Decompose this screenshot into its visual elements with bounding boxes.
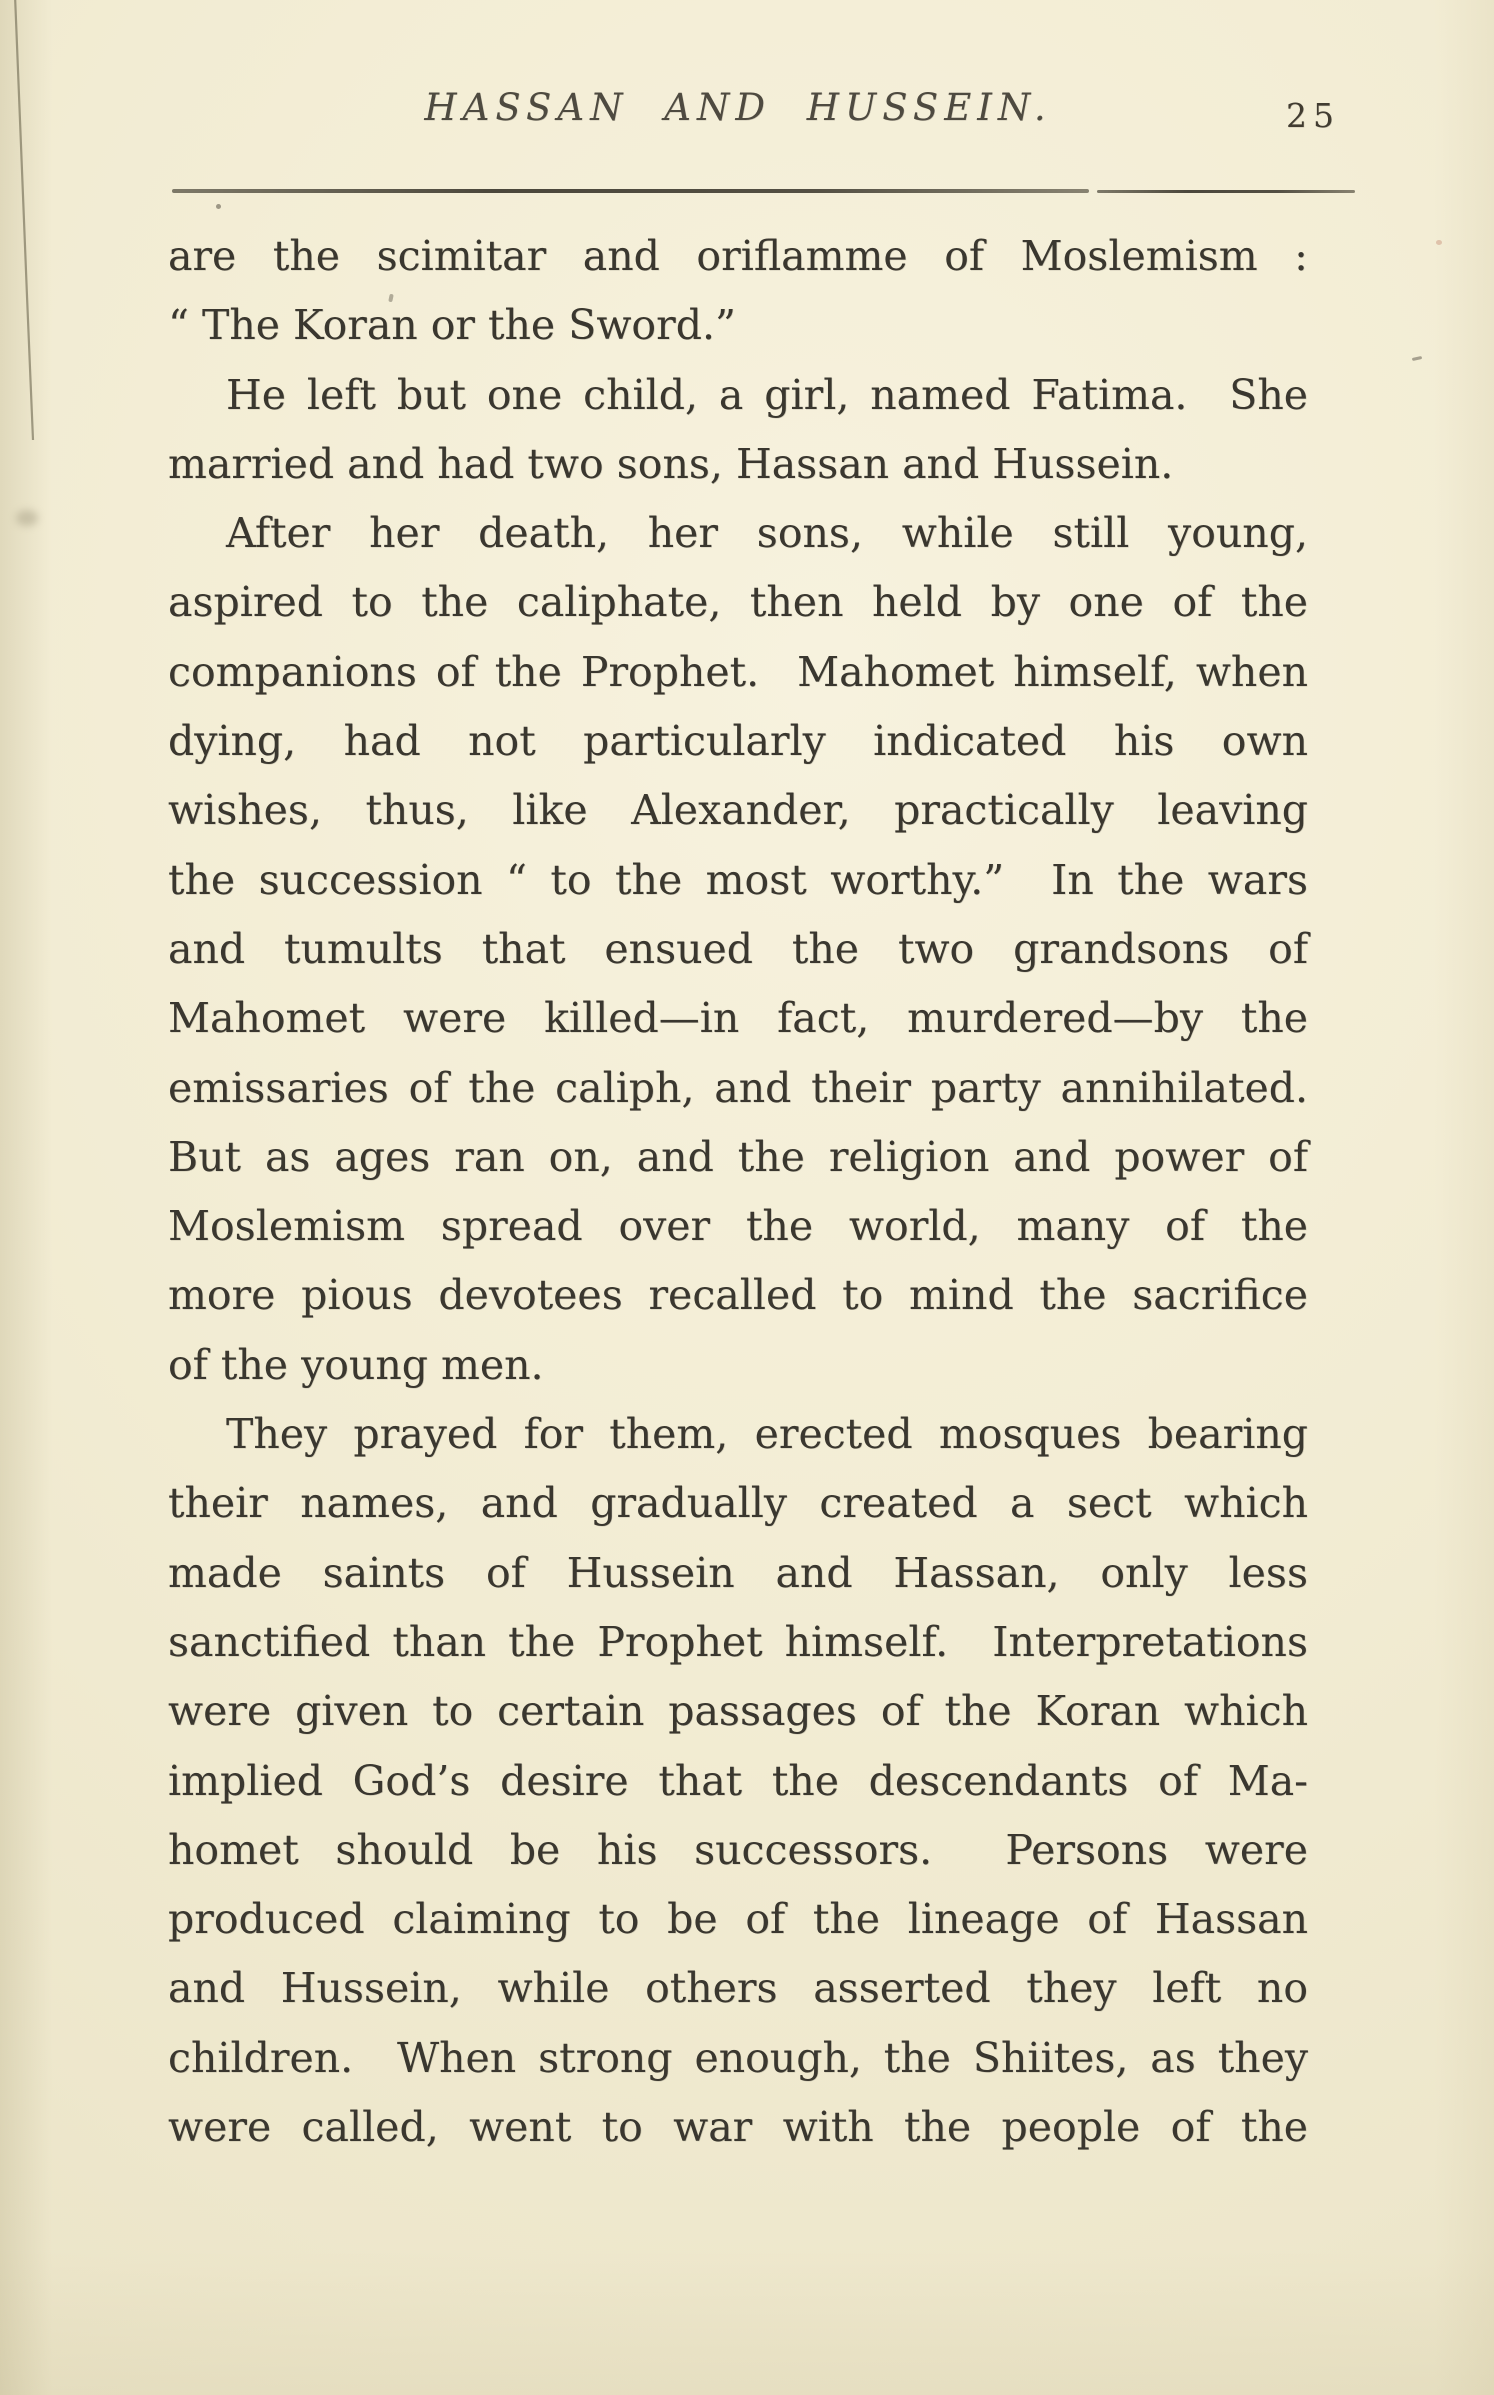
scan-speck xyxy=(1412,356,1422,361)
text-line: married and had two sons, Hassan and Hussein. xyxy=(168,439,1174,488)
text-line: made saints of Hussein and Hassan, only less xyxy=(168,1548,1308,1597)
header-rule-right xyxy=(1097,190,1355,193)
text-line: dying, had not particularly indicated his own xyxy=(168,717,1308,766)
text-line: wishes, thus, like Alexander, practically leaving xyxy=(168,786,1308,835)
text-line: were called, went to war with the people of the xyxy=(168,2103,1308,2152)
text-line: more pious devotees recalled to mind the sacrifice xyxy=(168,1271,1308,1320)
scan-speck xyxy=(216,204,221,209)
text-line: produced claiming to be of the lineage of Hassan xyxy=(168,1895,1308,1944)
body-text xyxy=(168,222,1308,2162)
page-number: 25 xyxy=(1286,96,1340,135)
text-line: Mahomet were killed—in fact, murdered—by the xyxy=(168,994,1308,1043)
text-line: They prayed for them, erected mosques bearing xyxy=(226,1410,1308,1459)
page-edge-line xyxy=(0,0,60,480)
text-line: and Hussein, while others asserted they left no xyxy=(168,1964,1308,2013)
text-line: companions of the Prophet. Mahomet himself, when xyxy=(168,647,1308,696)
text-line: emissaries of the caliph, and their party annihilated. xyxy=(168,1063,1308,1112)
text-line: But as ages ran on, and the religion and power of xyxy=(168,1132,1308,1181)
text-line: implied God’s desire that the descendants of Ma- xyxy=(168,1756,1308,1805)
text-line: and tumults that ensued the two grandsons of xyxy=(168,924,1308,973)
text-line: of the young men. xyxy=(168,1340,544,1389)
text-line: “ The Koran or the Sword.” xyxy=(168,301,736,350)
scan-speck xyxy=(1436,240,1442,245)
text-line: He left but one child, a girl, named Fatima. She xyxy=(226,370,1308,419)
text-line: are the scimitar and oriflamme of Moslemism : xyxy=(168,232,1308,280)
running-head-title: HASSAN AND HUSSEIN. xyxy=(424,86,1052,129)
text-line: aspired to the caliphate, then held by one of the xyxy=(168,578,1308,627)
text-line: Moslemism spread over the world, many of the xyxy=(168,1202,1308,1251)
text-line: children. When strong enough, the Shiites, as they xyxy=(168,2033,1308,2082)
text-line: their names, and gradually created a sect which xyxy=(168,1479,1308,1528)
header-rule-left xyxy=(172,189,1089,193)
text-line: sanctified than the Prophet himself. Interpretations xyxy=(168,1617,1308,1666)
text-line: homet should be his successors. Persons were xyxy=(168,1825,1308,1874)
scan-smudge xyxy=(16,510,38,526)
text-line: After her death, her sons, while still young, xyxy=(226,509,1308,558)
text-line: were given to certain passages of the Koran which xyxy=(168,1687,1308,1736)
text-line: the succession “ to the most worthy.” In the wars xyxy=(168,855,1308,904)
